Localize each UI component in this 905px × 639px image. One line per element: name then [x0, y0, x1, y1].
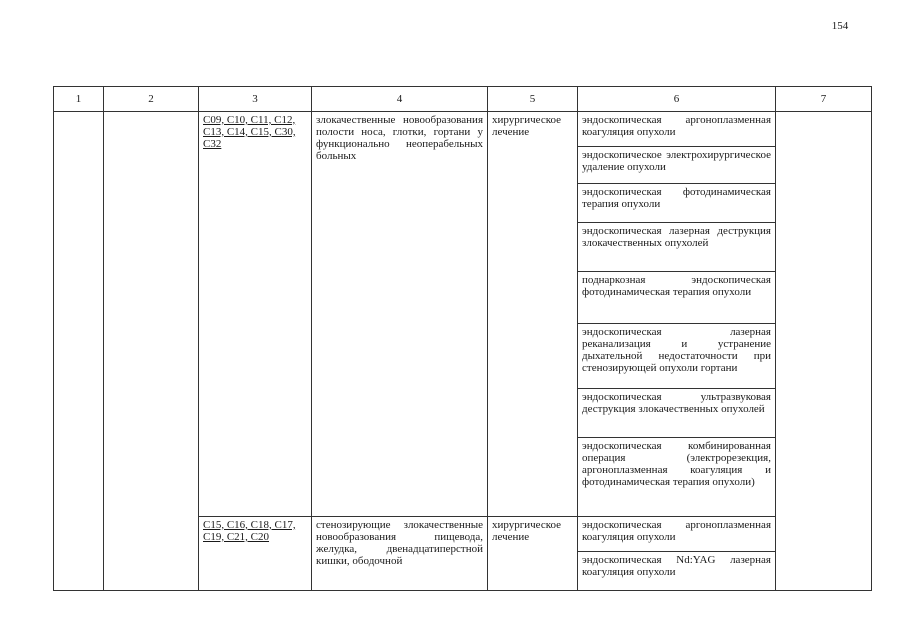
- header-cell: 1: [54, 87, 104, 112]
- page-number: 154: [831, 20, 849, 32]
- method-cell: эндоскопическая лазерная деструкция злокачественных опухолей: [578, 223, 776, 272]
- header-cell: 4: [312, 87, 488, 112]
- method-cell: эндоскопическая Nd:YAG лазерная коагуляция опухоли: [578, 551, 776, 590]
- header-cell: 2: [104, 87, 199, 112]
- treatment-type-cell: хирургическое лечение: [488, 516, 578, 590]
- header-cell: 6: [578, 87, 776, 112]
- method-cell: эндоскопическая лазерная реканализация и устранение дыхательной недостаточности при стенозирующей опухоли гортани: [578, 324, 776, 389]
- method-cell: эндоскопическое электрохирургическое удаление опухоли: [578, 146, 776, 183]
- method-cell: эндоскопическая аргоноплазменная коагуляция опухоли: [578, 516, 776, 551]
- col7-cell: [776, 111, 872, 590]
- header-cell: 3: [199, 87, 312, 112]
- description-cell: стенозирующие злокачественные новообразования пищевода, желудка, двенадцатиперстной кишки, ободочной: [312, 516, 488, 590]
- method-cell: поднаркозная эндоскопическая фотодинамическая терапия опухоли: [578, 272, 776, 324]
- col2-cell: [104, 111, 199, 590]
- diagnosis-codes-cell: C09, C10, C11, C12, C13, C14, C15, C30, C32: [199, 111, 312, 516]
- header-cell: 5: [488, 87, 578, 112]
- col1-cell: [54, 111, 104, 590]
- table-row: [54, 111, 872, 146]
- table-container: [53, 86, 871, 591]
- method-cell: эндоскопическая ультразвуковая деструкция злокачественных опухолей: [578, 388, 776, 437]
- description-cell: злокачественные новообразования полости носа, глотки, гортани у функционально неоперабельных больных: [312, 111, 488, 516]
- table-header-row: [54, 87, 872, 112]
- header-cell: 7: [776, 87, 872, 112]
- method-cell: эндоскопическая аргоноплазменная коагуляция опухоли: [578, 111, 776, 146]
- procedures-table: [53, 86, 872, 591]
- diagnosis-codes-cell: C15, C16, C18, C17, C19, C21, C20: [199, 516, 312, 590]
- method-cell: эндоскопическая комбинированная операция (электрорезекция, аргоноплазменная коагуляция и фотодинамическая терапия опухоли): [578, 438, 776, 516]
- method-cell: эндоскопическая фотодинамическая терапия опухоли: [578, 183, 776, 222]
- treatment-type-cell: хирургическое лечение: [488, 111, 578, 516]
